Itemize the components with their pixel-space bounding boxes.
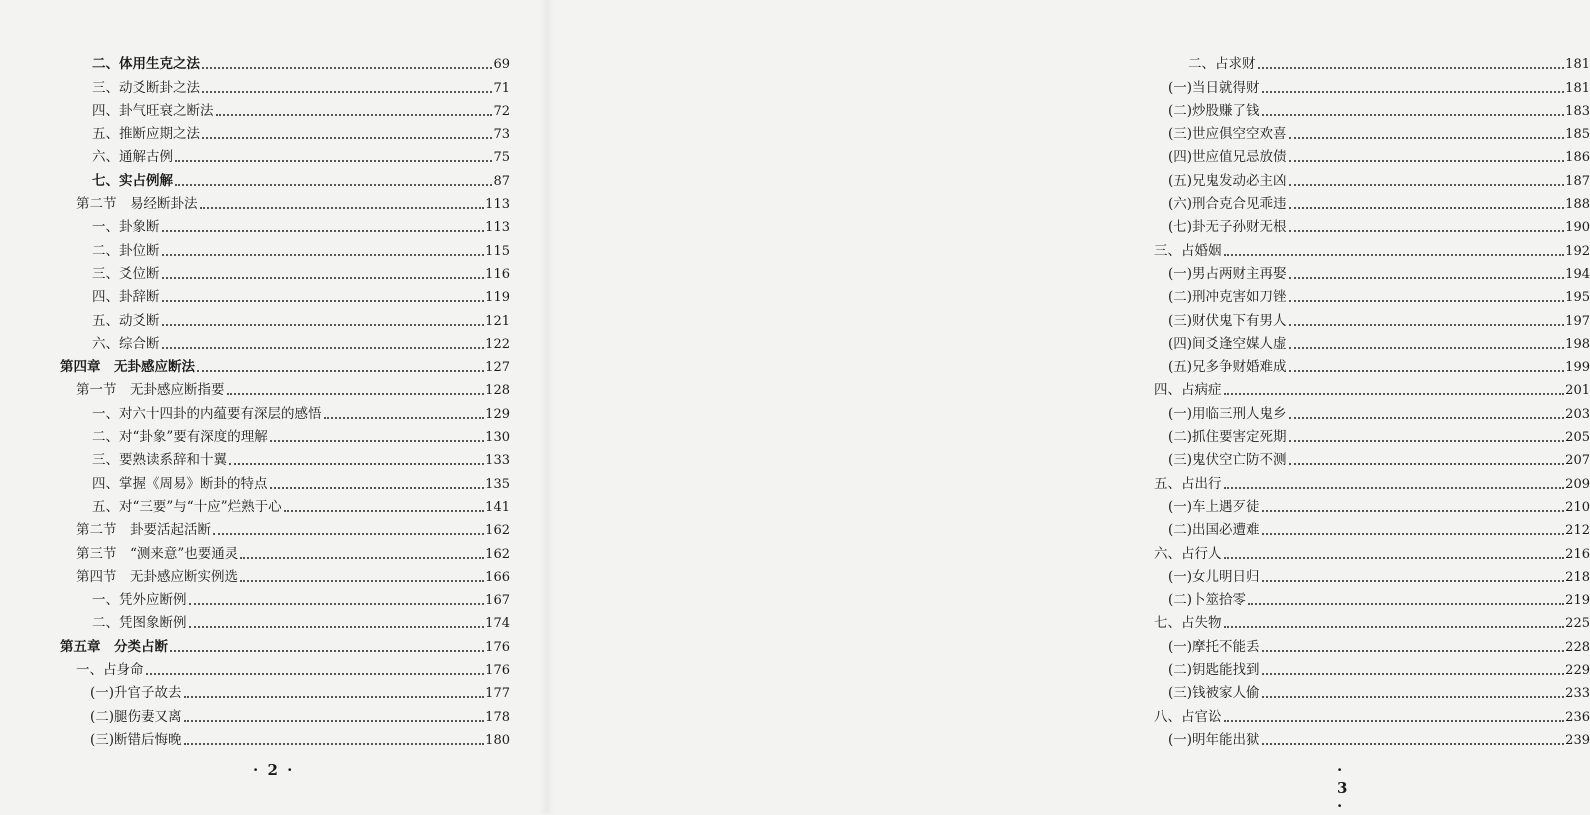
dot-leader [1262,672,1565,675]
toc-entry [60,609,510,632]
toc-entry-page: 216 [1565,546,1590,562]
toc-entry-title: 六、通解古例 [92,149,173,166]
dot-leader [162,346,485,349]
toc-entry-title: 五、对“三要”与“十应”烂熟于心 [92,498,282,515]
toc-entry-page: 141 [485,499,510,515]
toc-entry-page: 201 [1565,383,1590,399]
toc-entry [1154,50,1590,73]
toc-entry-title: (三)财伏鬼下有男人 [1168,312,1287,329]
dot-leader [1262,113,1565,116]
toc-entry-title: (七)卦无子孙财无根 [1168,219,1287,236]
toc-entry [60,97,510,120]
dot-leader [1224,719,1565,722]
toc-entry [60,423,510,446]
toc-entry-title: 五、推断应期之法 [92,126,200,143]
toc-entry-page: 181 [1565,80,1590,96]
dot-leader [175,159,492,162]
toc-entry-page: 192 [1565,243,1590,259]
toc-entry-title: 第四章 无卦感应断法 [60,359,195,376]
toc-entry [1154,632,1590,655]
toc-entry-title: (五)兄鬼发动必主凶 [1168,172,1287,189]
toc-entry [1154,516,1590,539]
toc-entry-title: (一)摩托不能丢 [1168,638,1260,655]
toc-entry-page: 229 [1565,663,1590,679]
dot-leader [1262,579,1565,582]
toc-entry [1154,399,1590,422]
toc-entry [60,330,510,353]
dot-leader [189,625,485,628]
toc-entry-title: 一、凭外应断例 [92,592,187,609]
toc-entry-page: 121 [485,313,510,329]
toc-entry-title: 第四节 无卦感应断实例选 [76,568,238,585]
dot-leader [1289,323,1565,326]
toc-entry-page: 207 [1565,453,1590,469]
dot-leader [1224,556,1565,559]
toc-entry-page: 73 [493,127,510,143]
toc-entry [60,190,510,213]
toc-entry [60,726,510,749]
toc-entry-page: 190 [1565,220,1590,236]
toc-entry [60,143,510,166]
toc-entry-title: (一)男占两财主再娶 [1168,265,1287,282]
toc-entry-title: 三、动爻断卦之法 [92,79,200,96]
dot-leader [284,509,485,512]
dot-leader [1289,136,1565,139]
toc-entry [60,446,510,469]
toc-entry-page: 133 [485,453,510,469]
toc-entry-page: 176 [485,663,510,679]
toc-entry-page: 199 [1565,360,1590,376]
toc-entry [60,539,510,562]
dot-leader [270,439,484,442]
toc-entry-title: 二、凭图象断例 [92,615,187,632]
toc-entry-title: (三)世应俱空空欢喜 [1168,126,1287,143]
toc-entry-page: 209 [1565,476,1590,492]
dot-leader [162,276,485,279]
toc-entry [60,283,510,306]
toc-entry-page: 225 [1565,616,1590,632]
toc-entry [1154,586,1590,609]
toc-entry [60,236,510,259]
toc-entry [60,563,510,586]
toc-entry-title: (二)钥匙能找到 [1168,662,1260,679]
dot-leader [1262,532,1565,535]
toc-entry-title: (一)女儿明日归 [1168,568,1260,585]
toc-entry [1154,446,1590,469]
toc-entry-page: 113 [485,220,510,236]
dot-leader [1248,602,1564,605]
toc-entry [60,260,510,283]
toc-entry [60,493,510,516]
toc-entry-title: (一)用临三刑人鬼乡 [1168,405,1287,422]
toc-entry-title: 第五章 分类占断 [60,638,168,655]
right-page [547,0,1590,815]
toc-entry [60,586,510,609]
toc-entry-page: 195 [1565,290,1590,306]
toc-entry [60,469,510,492]
dot-leader [1224,486,1565,489]
toc-entry-title: 三、占婚姻 [1154,242,1222,259]
toc-entry [60,166,510,189]
dot-leader [1289,346,1565,349]
toc-entry [1154,97,1590,120]
toc-entry [1154,166,1590,189]
toc-list-left [60,50,510,749]
toc-entry-page: 129 [485,406,510,422]
toc-entry-title: 七、占失物 [1154,615,1222,632]
toc-entry-page: 181 [1565,57,1590,73]
toc-entry-page: 178 [485,709,510,725]
toc-entry [60,656,510,679]
toc-entry-page: 71 [493,80,510,96]
toc-entry-title: 六、综合断 [92,335,160,352]
toc-entry-title: (三)钱被家人偷 [1168,685,1260,702]
toc-entry-page: 162 [485,546,510,562]
toc-entry-title: (一)当日就得财 [1168,79,1260,96]
toc-entry-page: 122 [485,336,510,352]
dot-leader [162,229,485,232]
toc-entry-title: 第二节 易经断卦法 [76,196,198,213]
toc-entry-page: 177 [485,686,510,702]
toc-entry-title: 第二节 卦要活起活断 [76,522,211,539]
toc-entry-page: 113 [485,197,510,213]
dot-leader [1289,299,1565,302]
toc-entry-title: (二)炒股赚了钱 [1168,102,1260,119]
toc-entry [1154,260,1590,283]
toc-entry-page: 187 [1565,173,1590,189]
toc-entry [1154,283,1590,306]
toc-entry-page: 183 [1565,103,1590,119]
toc-entry [60,306,510,329]
toc-entry [60,679,510,702]
toc-entry [60,50,510,73]
dot-leader [197,369,484,372]
toc-entry-page: 75 [493,150,510,166]
dot-leader [146,672,485,675]
toc-entry-title: 二、卦位断 [92,242,160,259]
toc-entry-page: 116 [485,266,510,282]
toc-entry [1154,213,1590,236]
toc-entry-title: 六、占行人 [1154,545,1222,562]
dot-leader [1289,462,1565,465]
toc-entry [1154,679,1590,702]
toc-entry-page: 119 [485,290,510,306]
toc-entry-page: 198 [1565,336,1590,352]
page-number-right: · 3 · [1337,761,1350,815]
toc-entry [1154,306,1590,329]
dot-leader [184,742,485,745]
toc-entry-page: 186 [1565,150,1590,166]
dot-leader [1262,742,1565,745]
toc-entry-title: 二、对“卦象”要有深度的理解 [92,429,268,446]
toc-entry-title: 五、动爻断 [92,312,160,329]
toc-entry-title: (二)卜筮拾零 [1168,592,1247,609]
toc-entry-page: 162 [485,523,510,539]
dot-leader [216,113,493,116]
dot-leader [1289,229,1565,232]
dot-leader [202,90,492,93]
dot-leader [240,556,484,559]
dot-leader [189,602,485,605]
toc-entry [60,702,510,725]
dot-leader [1258,66,1565,69]
dot-leader [202,66,492,69]
toc-entry-page: 233 [1565,686,1590,702]
toc-entry [60,213,510,236]
toc-entry-title: (二)刑冲克害如刀锉 [1168,289,1287,306]
toc-entry-title: 七、实占例解 [92,172,173,189]
dot-leader [213,532,484,535]
toc-entry [1154,609,1590,632]
dot-leader [1289,159,1565,162]
toc-entry-title: 四、掌握《周易》断卦的特点 [92,475,268,492]
toc-entry [1154,330,1590,353]
toc-entry-page: 174 [485,616,510,632]
toc-entry-title: 四、占病症 [1154,382,1222,399]
toc-entry-title: 八、占官讼 [1154,708,1222,725]
toc-entry-page: 130 [485,430,510,446]
toc-entry [60,353,510,376]
toc-entry-page: 218 [1565,569,1590,585]
toc-entry-title: 三、爻位断 [92,265,160,282]
toc-entry [1154,469,1590,492]
toc-entry [1154,353,1590,376]
toc-entry [1154,236,1590,259]
toc-entry-page: 176 [485,639,510,655]
toc-entry-page: 127 [485,360,510,376]
dot-leader [162,323,485,326]
toc-entry-title: 四、卦气旺衰之断法 [92,102,214,119]
dot-leader [229,462,484,465]
toc-entry-title: 二、占求财 [1188,56,1256,73]
toc-entry-title: (四)间爻逢空媒人虚 [1168,335,1287,352]
toc-entry-title: (一)明年能出狱 [1168,731,1260,748]
toc-entry-title: (一)车上遇歹徒 [1168,498,1260,515]
toc-entry-title: 二、体用生克之法 [92,56,200,73]
toc-list-right [1154,50,1590,749]
dot-leader [1224,253,1565,256]
toc-entry-page: 194 [1565,266,1590,282]
toc-entry [1154,656,1590,679]
toc-entry-title: (一)升官子故去 [90,685,182,702]
toc-entry-page: 188 [1565,197,1590,213]
toc-entry-page: 197 [1565,313,1590,329]
toc-entry-title: (四)世应值兄忌放债 [1168,149,1287,166]
toc-entry [60,516,510,539]
toc-entry-page: 228 [1565,639,1590,655]
toc-entry-page: 219 [1565,593,1590,609]
toc-entry-page: 205 [1565,430,1590,446]
toc-entry [1154,702,1590,725]
toc-entry-title: (六)刑合克合见乖违 [1168,196,1287,213]
toc-entry-page: 115 [485,243,510,259]
dot-leader [1289,416,1565,419]
toc-entry-title: (五)兄多争财婚难成 [1168,359,1287,376]
dot-leader [270,486,485,489]
dot-leader [1289,206,1565,209]
dot-leader [1289,369,1565,372]
dot-leader [1262,649,1565,652]
toc-entry [60,632,510,655]
dot-leader [175,183,492,186]
toc-entry-title: 第一节 无卦感应断指要 [76,382,225,399]
toc-entry-title: 第三节 “测来意”也要通灵 [76,545,239,562]
toc-entry-page: 185 [1565,127,1590,143]
dot-leader [1262,509,1565,512]
left-page [0,0,547,814]
toc-entry [60,376,510,399]
toc-entry [1154,190,1590,213]
dot-leader [227,392,485,395]
dot-leader [1262,695,1565,698]
dot-leader [184,695,485,698]
toc-entry-title: (二)抓住要害定死期 [1168,429,1287,446]
toc-entry-page: 180 [485,732,510,748]
toc-entry [1154,563,1590,586]
toc-entry-title: (三)鬼伏空亡防不测 [1168,452,1287,469]
toc-entry [1154,493,1590,516]
dot-leader [184,719,485,722]
dot-leader [1289,183,1565,186]
dot-leader [240,579,484,582]
toc-entry-page: 212 [1565,523,1590,539]
toc-entry-page: 239 [1565,732,1590,748]
dot-leader [1224,625,1565,628]
toc-entry-title: 三、要熟读系辞和十翼 [92,452,227,469]
dot-leader [162,253,485,256]
toc-entry-title: 五、占出行 [1154,475,1222,492]
toc-entry [1154,376,1590,399]
toc-entry [1154,73,1590,96]
page-number-left: · 2 · [253,761,295,779]
toc-entry-title: (三)断错后悔晚 [90,731,182,748]
toc-entry [60,120,510,143]
toc-entry [1154,539,1590,562]
toc-entry-page: 135 [485,476,510,492]
toc-entry-title: (二)腿伤妻又离 [90,708,182,725]
toc-entry [60,73,510,96]
toc-entry-page: 236 [1565,709,1590,725]
toc-entry-page: 69 [493,57,510,73]
toc-entry [1154,120,1590,143]
toc-entry [60,399,510,422]
dot-leader [1224,392,1565,395]
toc-entry-page: 203 [1565,406,1590,422]
toc-entry-title: 一、卦象断 [92,219,160,236]
dot-leader [200,206,485,209]
toc-entry-page: 87 [493,173,510,189]
toc-entry [1154,726,1590,749]
toc-entry [1154,143,1590,166]
dot-leader [1289,276,1565,279]
dot-leader [1262,90,1565,93]
toc-entry-title: 一、对六十四卦的内蕴要有深层的感悟 [92,405,322,422]
dot-leader [202,136,492,139]
toc-entry-title: 四、卦辞断 [92,289,160,306]
dot-leader [1289,439,1565,442]
toc-entry-page: 128 [485,383,510,399]
toc-entry-page: 210 [1565,499,1590,515]
dot-leader [170,649,484,652]
toc-entry-title: (二)出国必遭难 [1168,522,1260,539]
toc-entry-page: 167 [485,593,510,609]
toc-entry-page: 72 [493,103,510,119]
dot-leader [162,299,485,302]
toc-entry-title: 一、占身命 [76,662,144,679]
toc-entry-page: 166 [485,569,510,585]
toc-entry [1154,423,1590,446]
dot-leader [324,416,485,419]
